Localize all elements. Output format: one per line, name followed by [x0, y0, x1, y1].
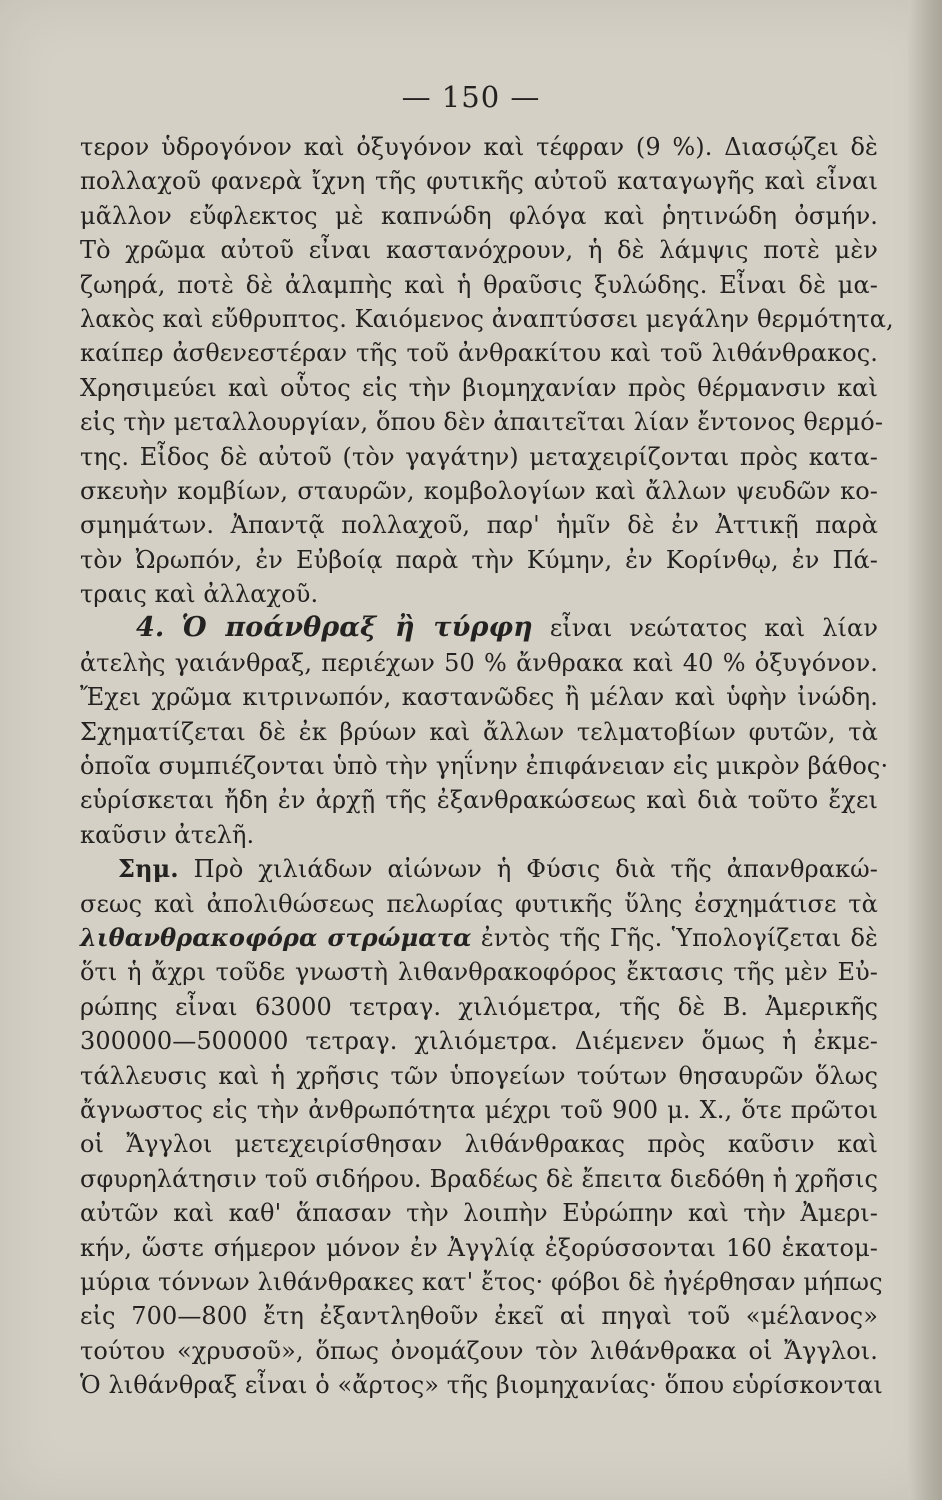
note-label: Σημ.: [118, 854, 179, 884]
text-line: ἀτελὴς γαιάνθραξ, περιέχων 50 % ἄνθρακα καὶ 40 % ὀξυγόνον.: [80, 648, 878, 677]
text-line: της. Εἶδος δὲ αὐτοῦ (τὸν γαγάτην) μεταχειρίζονται πρὸς κατα-: [80, 442, 878, 471]
section-heading-line: [80, 611, 878, 645]
text-line: τραις καὶ ἀλλαχοῦ.: [80, 580, 319, 609]
text-line: Ἔχει χρῶμα κιτρινωπόν, καστανῶδες ἢ μέλαν καὶ ὑφὴν ἰνώδη.: [80, 683, 878, 712]
note-rest: Πρὸ χιλιάδων αἰώνων ἡ Φύσις διὰ τῆς ἀπανθρακώ-: [193, 855, 878, 884]
section-heading-rest: εἶναι νεώτατος καὶ λίαν: [549, 614, 879, 643]
text-line: αὐτῶν καὶ καθ' ἅπασαν τὴν λοιπὴν Εὐρώπην καὶ τὴν Ἀμερι-: [80, 1199, 878, 1228]
text-line: τερον ὑδρογόνον καὶ ὀξυγόνον καὶ τέφραν (9 %). Διασῴζει δὲ: [80, 133, 878, 161]
body-text: [80, 130, 894, 1402]
text-line: καίπερ ἀσθενεστέραν τῆς τοῦ ἀνθρακίτου καὶ τοῦ λιθάνθρακος.: [80, 339, 878, 368]
text-line: κήν, ὥστε σήμερον μόνον ἐν Ἀγγλίᾳ ἐξορύσσονται 160 ἑκατομ-: [80, 1233, 878, 1262]
text-line: σκευὴν κομβίων, σταυρῶν, κομβολογίων καὶ ἄλλων ψευδῶν κο-: [80, 476, 878, 505]
text-line: ζωηρά, ποτὲ δὲ ἀλαμπὴς καὶ ἡ θραῦσις ξυλώδης. Εἶναι δὲ μα-: [80, 270, 878, 299]
text-line: τούτου «χρυσοῦ», ὅπως ὀνομάζουν τὸν λιθάνθρακα οἱ Ἄγγλοι.: [80, 1336, 878, 1365]
text-line: καῦσιν ἀτελῆ.: [80, 820, 255, 849]
text-line: Τὸ χρῶμα αὐτοῦ εἶναι καστανόχρουν, ἡ δὲ λάμψις ποτὲ μὲν: [80, 236, 878, 265]
section-title: Ὁ ποάνθραξ ἢ τύρφη: [181, 612, 533, 644]
text-line: οἱ Ἄγγλοι μετεχειρίσθησαν λιθάνθρακας πρὸς καῦσιν καὶ: [80, 1130, 878, 1159]
text-line: ρώπης εἶναι 63000 τετραγ. χιλιόμετρα, τῆς δὲ Β. Ἀμερικῆς: [80, 992, 878, 1021]
text-line: Χρησιμεύει καὶ οὗτος εἰς τὴν βιομηχανίαν πρὸς θέρμανσιν καὶ: [80, 373, 878, 402]
text-line: τὸν Ὠρωπόν, ἐν Εὐβοίᾳ παρὰ τὴν Κύμην, ἐν Κορίνθῳ, ἐν Πά-: [80, 545, 878, 574]
text-line: 300000—500000 τετραγ. χιλιόμετρα. Διέμενεν ὅμως ἡ ἐκμε-: [80, 1027, 878, 1056]
text-line: εἰς 700—800 ἔτη ἐξαντληθοῦν ἐκεῖ αἱ πηγαὶ τοῦ «μέλανος»: [80, 1302, 878, 1331]
section-number: 4.: [136, 612, 165, 644]
text-line: εἰς τὴν μεταλλουργίαν, ὅπου δὲν ἀπαιτεῖται λίαν ἔντονος θερμό-: [80, 408, 884, 437]
emphasis-line: [80, 921, 878, 955]
note-emphasis: λιθανθρακοφόρα στρώματα: [80, 922, 472, 952]
text-line: Ὁ λιθάνθραξ εἶναι ὁ «ἄρτος» τῆς βιομηχανίας· ὅπου εὑρίσκονται: [80, 1371, 883, 1400]
text-line: μᾶλλον εὔφλεκτος μὲ καπνώδη φλόγα καὶ ῥητινώδη ὀσμήν.: [80, 201, 878, 230]
text-line: σεως καὶ ἀπολιθώσεως πελωρίας φυτικῆς ὕλης ἐσχημάτισε τὰ: [80, 889, 878, 918]
page-number: — 150 —: [401, 80, 541, 114]
text-line: πολλαχοῦ φανερὰ ἴχνη τῆς φυτικῆς αὐτοῦ καταγωγῆς καὶ εἶναι: [80, 167, 878, 196]
text-line: ὅτι ἡ ἄχρι τοῦδε γνωστὴ λιθανθρακοφόρος ἔκτασις τῆς μὲν Εὐ-: [80, 958, 878, 987]
text-line: μύρια τόννων λιθάνθρακες κατ' ἔτος· φόβοι δὲ ἠγέρθησαν μήπως: [80, 1267, 883, 1296]
text-line: ὁποῖα συμπιέζονται ὑπὸ τὴν γηΐνην ἐπιφάνειαν εἰς μικρὸν βάθος·: [80, 752, 889, 781]
text-line: σφυρηλάτησιν τοῦ σιδήρου. Βραδέως δὲ ἔπειτα διεδόθη ἡ χρῆσις: [80, 1164, 878, 1193]
text-line: λακὸς καὶ εὔθρυπτος. Καιόμενος ἀναπτύσσει μεγάλην θερμότητα,: [80, 304, 894, 333]
note-first-line: [80, 852, 878, 886]
text-line: σμημάτων. Ἀπαντᾷ πολλαχοῦ, παρ' ἡμῖν δὲ ἐν Ἀττικῇ παρὰ: [80, 511, 878, 540]
text-line: Σχηματίζεται δὲ ἐκ βρύων καὶ ἄλλων τελματοβίων φυτῶν, τὰ: [80, 717, 878, 746]
page-spine-shadow: [908, 0, 942, 1500]
text-line: ἄγνωστος εἰς τὴν ἀνθρωπότητα μέχρι τοῦ 900 μ. Χ., ὅτε πρῶτοι: [80, 1095, 878, 1124]
text-line: εὑρίσκεται ἤδη ἐν ἀρχῇ τῆς ἐξανθρακώσεως καὶ διὰ τοῦτο ἔχει: [80, 786, 878, 815]
text-line: τάλλευσις καὶ ἡ χρῆσις τῶν ὑπογείων τούτων θησαυρῶν ὅλως: [80, 1061, 878, 1090]
emphasis-line-rest: ἐντὸς τῆς Γῆς. Ὑπολογίζεται δὲ: [480, 923, 878, 952]
